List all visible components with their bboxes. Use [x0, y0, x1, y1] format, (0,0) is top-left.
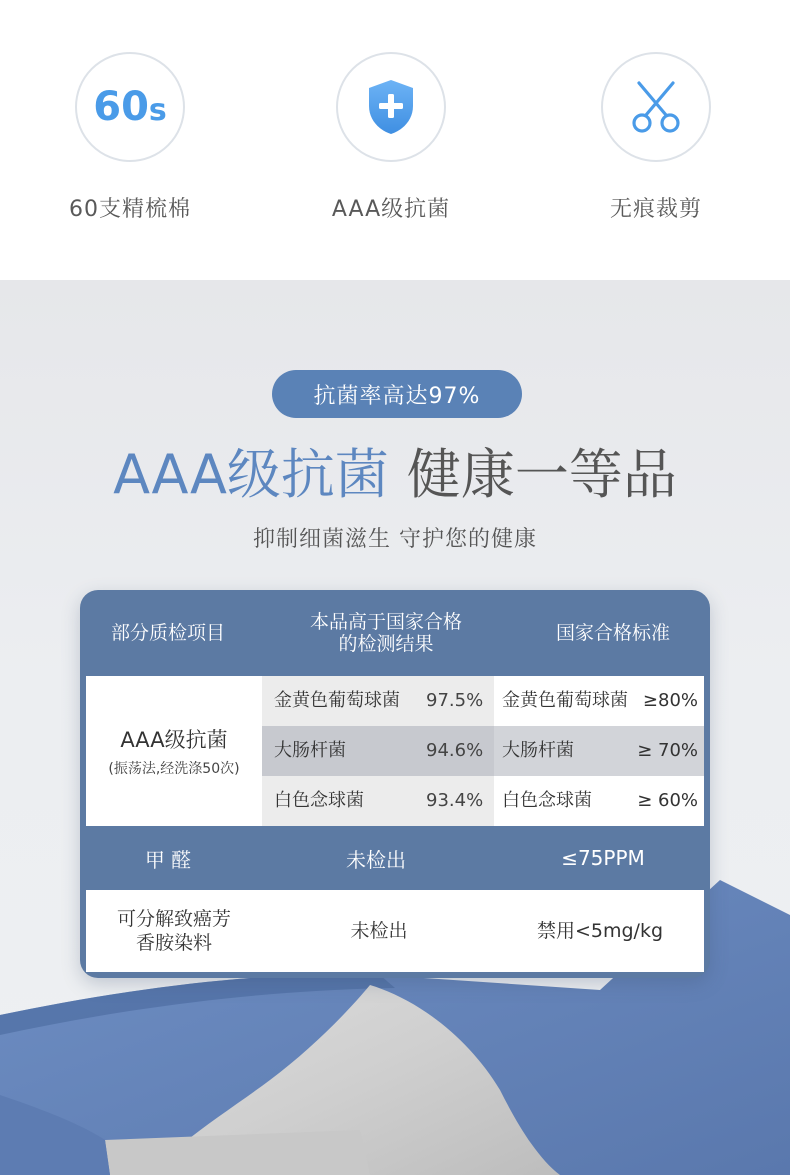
header-standard: 国家合格标准 — [555, 622, 670, 644]
antibacterial-rows — [86, 676, 704, 826]
cotton-60s-icon: 60s — [75, 52, 185, 162]
subline: 抑制细菌滋生 守护您的健康 — [253, 527, 537, 552]
table-header — [80, 590, 710, 676]
header-item: 部分质检项目 — [110, 622, 225, 644]
antibacterial-rate-pill: 抗菌率高达97% — [272, 370, 522, 418]
feature-seamless — [536, 52, 776, 223]
feature-antibacterial — [271, 52, 511, 223]
feature-cotton — [10, 52, 250, 223]
antibacterial-section — [0, 280, 790, 1175]
formaldehyde-row: 甲 醛 未检出 ≤75PPM — [144, 846, 645, 872]
scissors-icon — [626, 77, 686, 137]
headline-blue: AAA级抗菌 — [113, 443, 389, 506]
feature-label: 60支精梳棉 — [69, 197, 191, 222]
feature-label: AAA级抗菌 — [331, 197, 451, 222]
quality-test-table — [80, 590, 710, 978]
table-row: 金黄色葡萄球菌 97.5% 金黄色葡萄球菌 ≥80% — [262, 676, 704, 726]
features-section — [0, 0, 790, 280]
shield-plus-icon — [366, 78, 416, 136]
headline — [0, 438, 790, 512]
headline-gray: 健康一等品 — [406, 443, 677, 506]
feature-label: 无痕裁剪 — [609, 197, 702, 222]
table-row: 大肠杆菌 94.6% 大肠杆菌 ≥ 70% — [262, 726, 704, 776]
antibacterial-item-cell: AAA级抗菌 (振荡法,经洗涤50次) — [108, 728, 240, 777]
dyes-row: 可分解致癌芳 香胺染料 未检出 禁用<5mg/kg — [86, 890, 704, 972]
header-result: 本品高于国家合格 的检测结果 — [309, 611, 462, 655]
table-row: 白色念球菌 93.4% 白色念球菌 ≥ 60% — [262, 776, 704, 826]
